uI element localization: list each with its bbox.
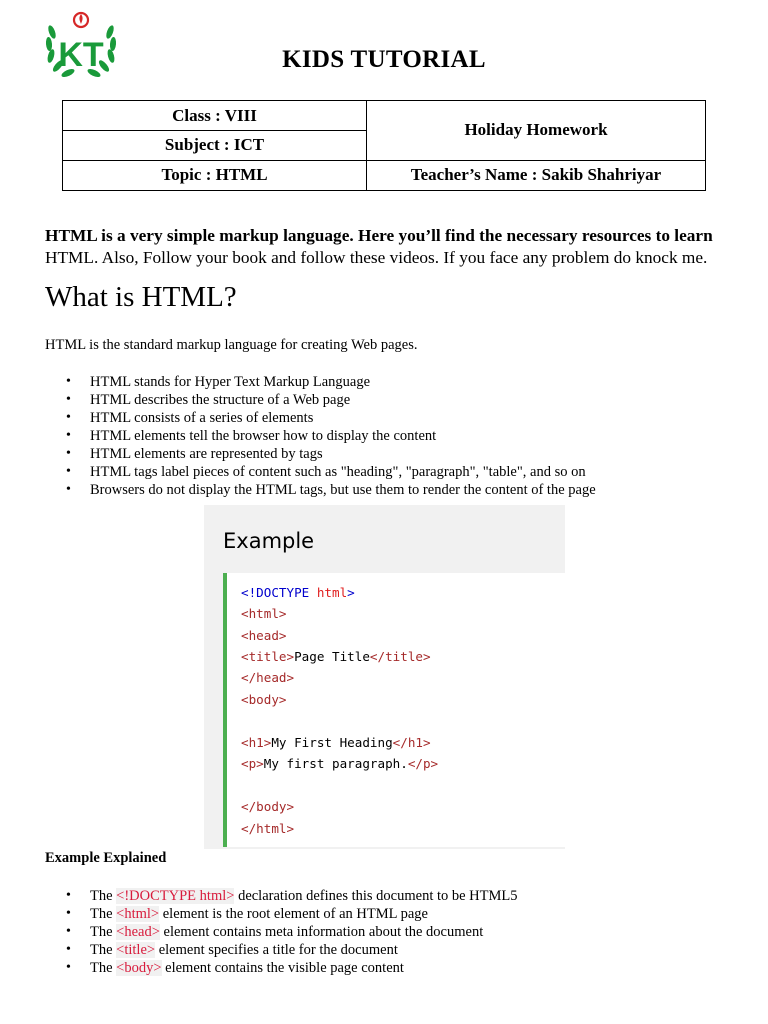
intro-paragraph bbox=[45, 225, 735, 269]
code-line: <!DOCTYPE html> bbox=[241, 585, 355, 600]
section-heading: What is HTML? bbox=[45, 281, 237, 313]
list-item: • HTML elements are represented by tags bbox=[45, 445, 596, 463]
code-line: <html> bbox=[241, 606, 287, 621]
list-item: • HTML stands for Hyper Text Markup Language bbox=[45, 373, 596, 391]
class-info-table bbox=[62, 100, 706, 191]
page-title: KIDS TUTORIAL bbox=[282, 46, 486, 73]
teacher-cell: Teacher’s Name : Sakib Shahriyar bbox=[367, 160, 706, 190]
code-line: <h1>My First Heading</h1> bbox=[241, 735, 431, 750]
html-facts-list bbox=[45, 373, 596, 499]
class-cell: Class : VIII bbox=[63, 101, 367, 131]
code-line: <title>Page Title</title> bbox=[241, 649, 431, 664]
list-item: • HTML elements tell the browser how to display the content bbox=[45, 427, 596, 445]
code-line: <head> bbox=[241, 628, 287, 643]
code-panel bbox=[223, 573, 569, 847]
code-line: <body> bbox=[241, 692, 287, 707]
list-item: • HTML tags label pieces of content such as "heading", "paragraph", "table", and so on bbox=[45, 463, 596, 481]
list-item: • HTML describes the structure of a Web page bbox=[45, 391, 596, 409]
list-item: • The <body> element contains the visible page content bbox=[45, 959, 518, 977]
subject-cell: Subject : ICT bbox=[63, 131, 367, 160]
example-box bbox=[204, 505, 565, 849]
code-line: </html> bbox=[241, 821, 295, 836]
list-item: • The <html> element is the root element of an HTML page bbox=[45, 905, 518, 923]
example-explained-list bbox=[45, 887, 518, 977]
topic-cell: Topic : HTML bbox=[63, 160, 367, 190]
homework-cell: Holiday Homework bbox=[367, 101, 706, 161]
list-item: • The <title> element specifies a title for the document bbox=[45, 941, 518, 959]
list-item: • HTML consists of a series of elements bbox=[45, 409, 596, 427]
code-line: </body> bbox=[241, 799, 295, 814]
list-item: • The <!DOCTYPE html> declaration defines this document to be HTML5 bbox=[45, 887, 518, 905]
list-item: • Browsers do not display the HTML tags, but use them to render the content of the page bbox=[45, 481, 596, 499]
intro-normal-text: HTML. Also, Follow your book and follow these videos. If you face any problem do knock me. bbox=[45, 248, 708, 267]
logo-text: KT bbox=[58, 36, 104, 74]
code-line: <p>My first paragraph.</p> bbox=[241, 756, 439, 771]
code-line: </head> bbox=[241, 670, 295, 685]
example-title: Example bbox=[223, 529, 315, 553]
example-explained-heading: Example Explained bbox=[45, 850, 167, 866]
intro-bold-text: HTML is a very simple markup language. Here you’ll find the necessary resources to learn bbox=[45, 226, 713, 245]
list-item: • The <head> element contains meta information about the document bbox=[45, 923, 518, 941]
section-description: HTML is the standard markup language for creating Web pages. bbox=[45, 337, 418, 353]
